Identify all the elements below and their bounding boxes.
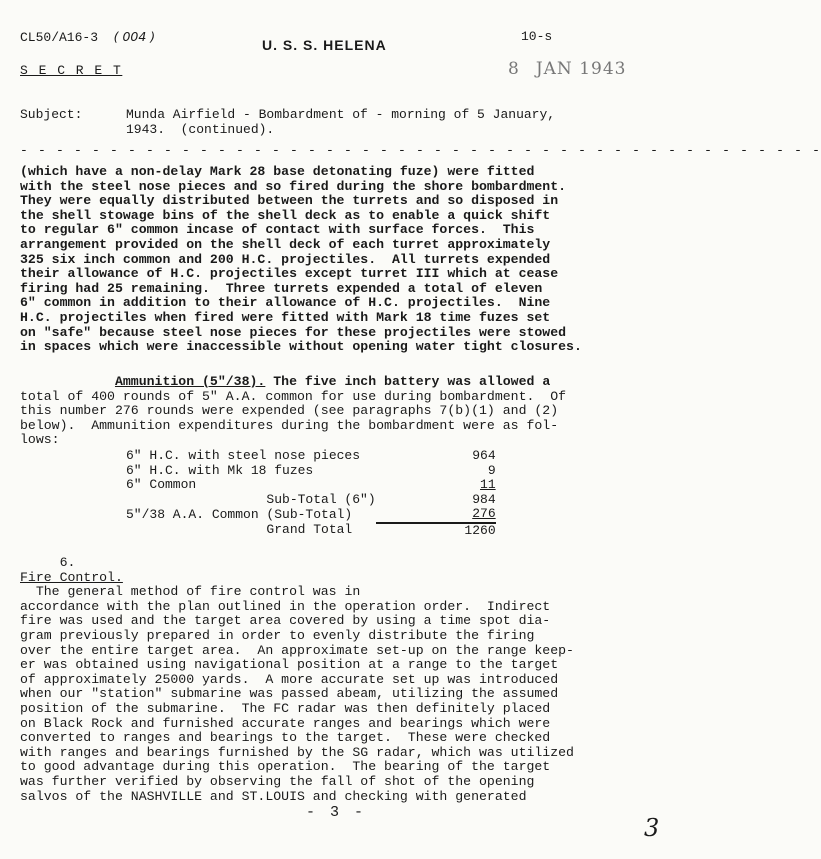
table-row [126,464,496,479]
text-line: when our "station" submarine was passed abeam, utilizing the assumed [20,686,559,702]
table-item: 6" H.C. with steel nose pieces [126,448,361,463]
file-number-text: CL50/A16-3 [20,30,99,45]
text-line: converted to ranges and bearings to the target. These were checked [20,730,551,746]
text-line: H.C. projectiles when fired were fitted with Mark 18 time fuzes set [20,309,551,325]
page-number: - 3 - [306,804,367,821]
text-line: with the steel nose pieces and so fired during the shore bombardment. [20,178,567,194]
text-line: was further verified by observing the fall of shot of the opening [20,773,535,789]
table-value: 9 [487,462,496,478]
text-line: (which have a non-delay Mark 28 base detonating fuze) were fitted [20,164,535,179]
paragraph-number: 6. [20,555,115,570]
classification: S E C R E T [20,63,123,78]
ammunition-heading: Ammunition (5"/38). [114,374,266,389]
subject-line-2: 1943. (continued). [126,121,275,137]
text-line: arrangement provided on the shell deck of each turret approximately [20,236,551,252]
date-stamp [508,59,627,79]
table-value: 984 [472,491,496,507]
ammunition-first-line-rest: The five inch battery was allowed a [265,374,551,389]
fire-control-heading: Fire Control. [20,569,123,585]
file-number [20,30,155,46]
ammunition-paragraph [20,375,680,448]
table-item: Grand Total [126,522,353,538]
table-item: 6" Common [126,477,197,493]
table-value: 11 [480,477,496,493]
text-line: gram previously prepared in order to evenly distribute the firing [20,627,535,643]
ammunition-first-line [20,375,680,390]
text-line: position of the submarine. The FC radar was then definitely placed [20,700,551,716]
text-line: their allowance of H.C. projectiles except turret III which at cease [20,266,559,282]
text-line: below). Ammunition expenditures during the bombardment were as fol- [20,417,559,433]
table-item: 6" H.C. with Mk 18 fuzes [126,462,314,478]
text-line: on Black Rock and furnished accurate ranges and bearings which were [20,715,551,731]
text-line: with ranges and bearings furnished by the SG radar, which was utilized [20,744,574,760]
text-line: salvos of the NASHVILLE and ST.LOUIS and checking with generated [20,788,527,804]
text-line: total of 400 rounds of 5" A.A. common for use during bombardment. Of [20,388,567,404]
date-stamp-month-year: JAN 1943 [535,59,627,79]
page-code: 10-s [521,29,553,44]
fire-control-first-line [20,556,680,600]
text-line: of approximately 25000 yards. A more accurate set up was introduced [20,671,559,687]
text-line: this number 276 rounds were expended (see paragraphs 7(b)(1) and (2) [20,403,559,419]
text-line: firing had 25 remaining. Three turrets expended a total of eleven [20,280,543,296]
text-line: the shell stowage bins of the shell deck as to enable a quick shift [20,207,551,223]
ship-name: U. S. S. HELENA [262,37,387,53]
fire-control-paragraph [20,556,680,804]
text-line: lows: [20,432,60,448]
text-line: 325 six inch common and 200 H.C. projectiles. All turrets expended [20,251,551,267]
text-line: to good advantage during this operation. The bearing of the target [20,759,551,775]
fire-control-first-line-rest: The general method of fire control was in [20,584,361,600]
text-line: accordance with the plan outlined in the operation order. Indirect [20,598,551,614]
text-line: in spaces which were inaccessible without opening water tight closures. [20,339,582,355]
date-stamp-day: 8 [508,59,520,79]
table-item: Sub-Total (6") [126,491,376,507]
subject-line-1: Munda Airfield - Bombardment of - morning of 5 January, [126,107,556,122]
text-line: on "safe" because steel nose pieces for these projectiles were stowed [20,324,567,340]
table-row [126,449,496,464]
subject-label: Subject: [20,107,83,122]
text-line: to regular 6" common incase of contact with surface forces. This [20,222,535,238]
text-line: fire was used and the target area covered by using a time spot dia- [20,613,551,629]
text-line: They were equally distributed between the turrets and so disposed in [20,193,559,209]
grand-total-value: 1260 [376,523,496,539]
text-line: over the entire target area. An approximate set-up on the range keep- [20,642,574,658]
ammunition-table [126,449,496,539]
table-row [126,507,496,523]
text-line: er was obtained using navigational position at a range to the target [20,657,559,673]
text-line: 6" common in addition to their allowance of H.C. projectiles. Nine [20,295,551,311]
table-value: 964 [472,448,496,463]
table-value: 276 [472,506,496,522]
paragraph-continued [20,165,680,355]
handwritten-note: ( 004 ) [113,29,156,44]
separator-line: - - - - - - - - - - - - - - - - - - - - - - - - - - - - - - - - - - - - - - - - - - - - - [20,143,821,158]
table-row [126,493,496,508]
handwritten-page-number: 3 [644,814,660,842]
table-row [126,523,496,539]
table-row [126,478,496,493]
subject-text [126,108,555,137]
table-item: 5"/38 A.A. Common (Sub-Total) [126,506,353,522]
